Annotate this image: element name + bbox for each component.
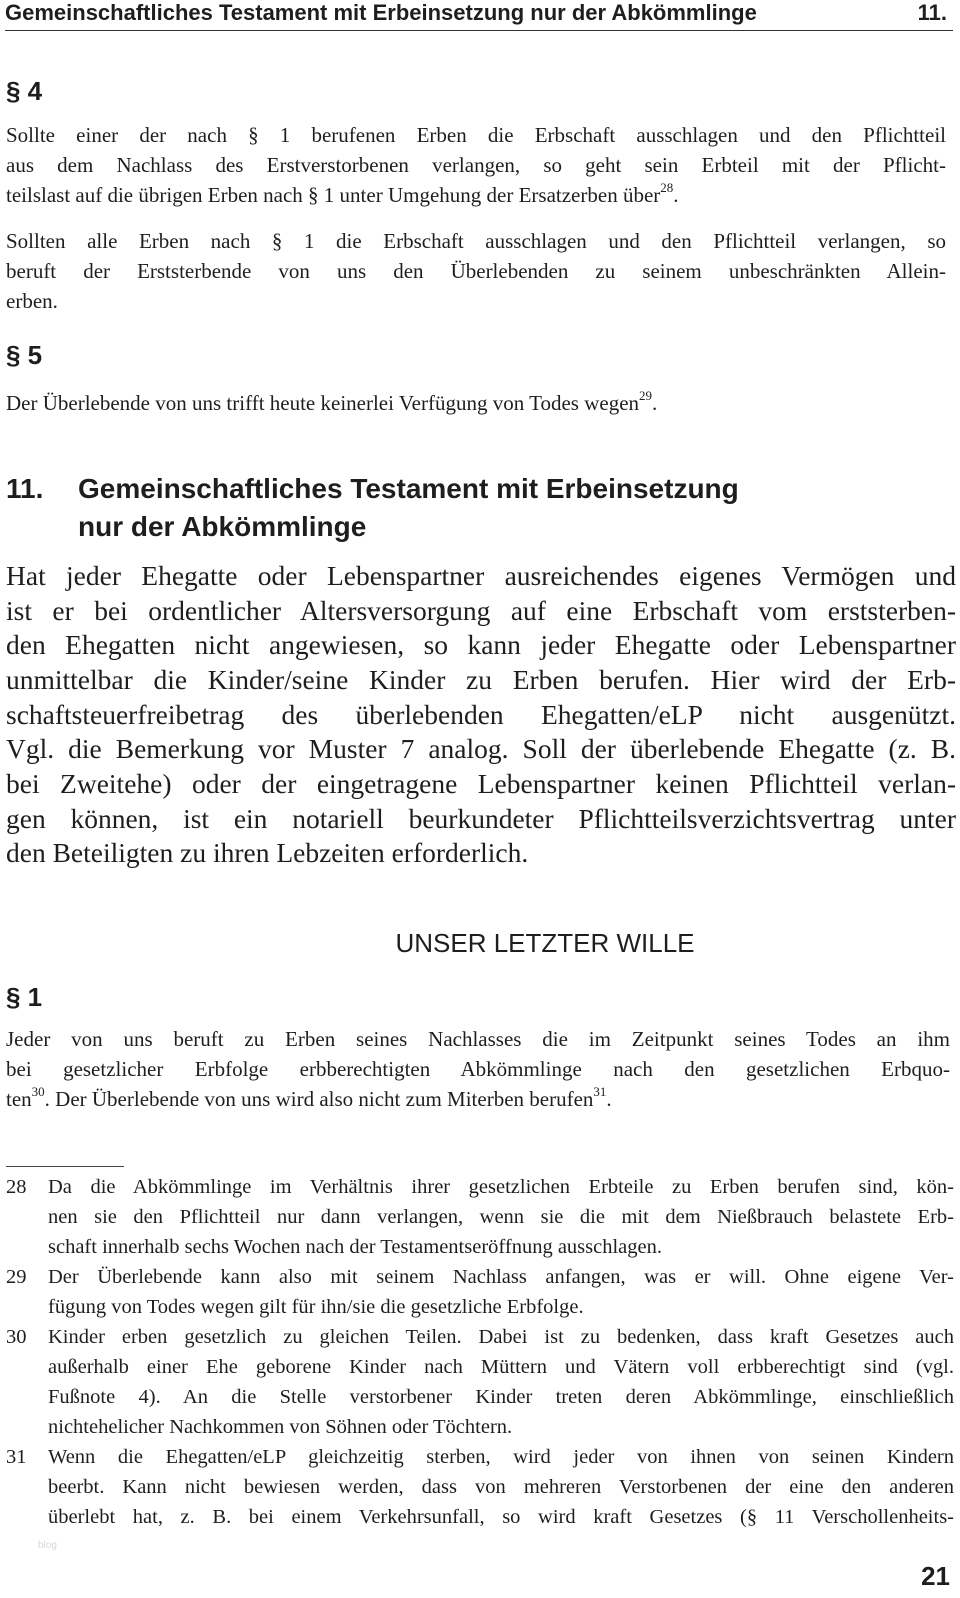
footnote-ref: 30 — [31, 1084, 45, 1099]
will-line-text: . Der Überlebende von uns wird also nicht zum Miterben berufen — [44, 1087, 594, 1111]
body-line: unmittelbar die Kinder/seine Kinder zu Erben berufen. Hier wird der Erb- — [6, 664, 956, 695]
will-line-text: ten — [6, 1087, 32, 1111]
section-title — [78, 470, 739, 546]
footnote-line: außerhalb einer Ehe geborene Kinder nach Müttern und Vätern voll erbberechtigt sind (vgl. — [48, 1356, 954, 1378]
para4-line: aus dem Nachlass des Erstverstorbenen verlangen, so geht sein Erbteil mit der Pflicht- — [6, 153, 946, 177]
para4-line: teilslast auf die übrigen Erben nach § 1 unter Umgehung der Ersatzerben über$^{28}$. — [6, 180, 679, 207]
body-line: bei Zweitehe) oder der eingetragene Lebenspartner keinen Pflichtteil verlan- — [6, 768, 956, 799]
body-line: Hat jeder Ehegatte oder Lebenspartner ausreichendes eigenes Vermögen und — [6, 560, 956, 591]
body-line: ist er bei ordentlicher Altersversorgung auf eine Erbschaft vom erststerben- — [6, 595, 956, 626]
para4-line: Sollten alle Erben nach § 1 die Erbschaft ausschlagen und den Pflichtteil verlangen, so — [6, 229, 946, 253]
footnote-line: Der Überlebende kann also mit seinem Nachlass anfangen, was er will. Ohne eigene Ver- — [48, 1266, 954, 1288]
para4-line-text: teilslast auf die übrigen Erben nach § 1 unter Umgehung der Ersatzerben über — [6, 183, 661, 207]
footnote-line: überlebt hat, z. B. bei einem Verkehrsunfall, so wird kraft Gesetzes (§ 11 Verschollenheits- — [48, 1506, 954, 1528]
body-line: den Ehegatten nicht angewiesen, so kann jeder Ehegatte oder Lebenspartner — [6, 629, 956, 660]
footnote-line: fügung von Todes wegen gilt für ihn/sie die gesetzliche Erbfolge. — [48, 1296, 584, 1318]
running-header-number: 11. — [917, 0, 947, 25]
footnote-ref: 29 — [639, 388, 653, 403]
section-title-line: nur der Abkömmlinge — [78, 511, 367, 542]
footnote-line: Wenn die Ehegatten/eLP gleichzeitig sterben, wird jeder von ihnen von seinen Kindern — [48, 1446, 954, 1468]
running-header — [5, 0, 953, 31]
para5-text-body: Der Überlebende von uns trifft heute keinerlei Verfügung von Todes wegen — [6, 391, 640, 415]
will-line: Jeder von uns beruft zu Erben seines Nachlasses die im Zeitpunkt seines Todes an ihm — [6, 1027, 950, 1051]
footnote-number: 28 — [6, 1176, 27, 1198]
para4-line: erben. — [6, 289, 58, 313]
section-number: 11. — [6, 473, 44, 504]
watermark: blog — [38, 1540, 57, 1551]
will-title: UNSER LETZTER WILLE — [395, 928, 695, 958]
footnote-line: nen sie den Pflichtteil nur dann verlangen, wenn sie die mit dem Nießbrauch belastete Erb- — [48, 1206, 954, 1228]
page-number: 21 — [921, 1561, 950, 1591]
body-line: den Beteiligten zu ihren Lebzeiten erforderlich. — [6, 837, 529, 868]
footnote-ref: 31 — [593, 1084, 607, 1099]
footnote-line: beerbt. Kann nicht bewiesen werden, dass von mehreren Verstorbenen der eine den anderen — [48, 1476, 954, 1498]
footnote-number: 29 — [6, 1266, 27, 1288]
paragraph-5-heading: § 5 — [6, 340, 43, 370]
footnote-line: nichtehelicher Nachkommen von Söhnen oder Töchtern. — [48, 1416, 513, 1438]
footnote-line: schaft innerhalb sechs Wochen nach der Testamentseröffnung ausschlagen. — [48, 1236, 662, 1258]
paragraph-4-heading: § 4 — [6, 76, 43, 106]
body-line: Vgl. die Bemerkung vor Muster 7 analog. Soll der überlebende Ehegatte (z. B. — [6, 733, 956, 764]
body-line: schaftsteuerfreibetrag des überlebenden Ehegatten/eLP nicht ausgenützt. — [6, 699, 956, 730]
footnote-number: 30 — [6, 1326, 27, 1348]
footnote-number: 31 — [6, 1446, 27, 1468]
para4-line: beruft der Erststerbende von uns den Überlebenden zu seinem unbeschränkten Allein- — [6, 259, 946, 283]
section-title-line: Gemeinschaftliches Testament mit Erbeinsetzung — [78, 473, 739, 504]
will-line: ten$^{30}$. Der Überlebende von uns wird also nicht zum Miterben berufen$^{31}$. — [6, 1084, 612, 1111]
footnote-line: Da die Abkömmlinge im Verhältnis ihrer gesetzlichen Erbteile zu Erben berufen sind, kön- — [48, 1176, 954, 1198]
footnote-ref: 28 — [660, 180, 674, 195]
para5-text: Der Überlebende von uns trifft heute keinerlei Verfügung von Todes wegen$^{29}$. — [6, 388, 658, 415]
running-header-title: Gemeinschaftliches Testament mit Erbeinsetzung nur der Abkömmlinge — [5, 0, 757, 25]
footnote-line: Kinder erben gesetzlich zu gleichen Teilen. Dabei ist zu bedenken, dass kraft Gesetzes auch — [48, 1326, 954, 1348]
will-paragraph-1-heading: § 1 — [6, 982, 43, 1012]
body-line: gen können, ist ein notariell beurkundeter Pflichtteilsverzichtsvertrag unter — [6, 803, 956, 834]
will-line: bei gesetzlicher Erbfolge erbberechtigten Abkömmlinge nach den gesetzlichen Erbquo- — [6, 1057, 950, 1081]
para4-line: Sollte einer der nach § 1 berufenen Erben die Erbschaft ausschlagen und den Pflichtteil — [6, 123, 946, 147]
footnote-divider — [6, 1166, 124, 1167]
footnote-line: Fußnote 4). An die Stelle verstorbener Kinder treten deren Abkömmlinge, einschließlich — [48, 1386, 954, 1408]
